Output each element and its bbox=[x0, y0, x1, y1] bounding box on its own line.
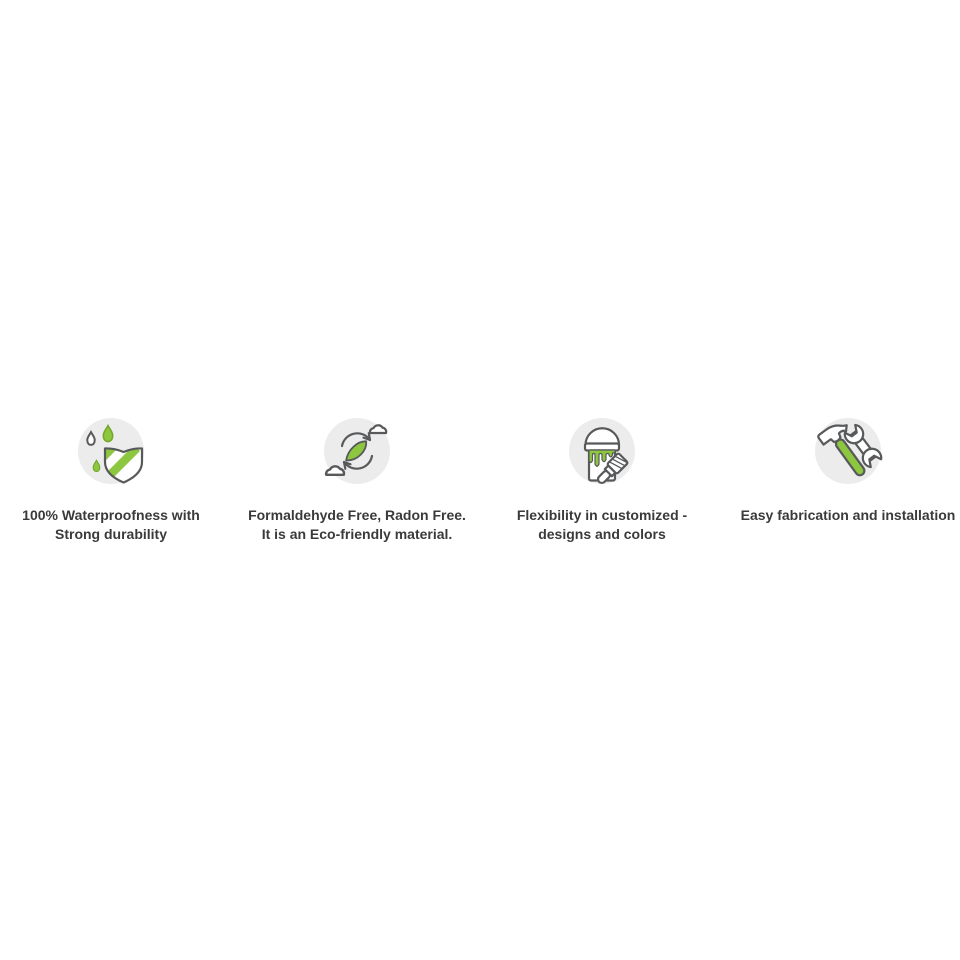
feature-caption bbox=[242, 506, 472, 544]
feature-caption-line: Easy fabrication and installation bbox=[740, 507, 956, 523]
feature-caption bbox=[487, 506, 717, 544]
feature-card-easy-installation bbox=[733, 418, 960, 525]
shield-waterdrops-icon bbox=[78, 418, 144, 484]
feature-caption-line: 100% Waterproofness with bbox=[22, 507, 200, 523]
paint-bucket-brush-icon bbox=[569, 418, 635, 484]
feature-caption-line: Formaldehyde Free, Radon Free. bbox=[248, 507, 466, 523]
feature-card-waterproofness bbox=[0, 418, 226, 544]
feature-card-custom-designs bbox=[487, 418, 717, 544]
feature-caption bbox=[0, 506, 226, 544]
feature-caption bbox=[733, 506, 960, 525]
eco-recycle-leaf-icon bbox=[324, 418, 390, 484]
feature-caption-line: Strong durability bbox=[55, 526, 167, 542]
feature-caption-line: Flexibility in customized - bbox=[516, 507, 688, 523]
feature-card-eco-friendly bbox=[242, 418, 472, 544]
feature-caption-line: designs and colors bbox=[538, 526, 666, 542]
feature-caption-line: It is an Eco-friendly material. bbox=[261, 526, 453, 542]
hammer-wrench-icon bbox=[815, 418, 881, 484]
